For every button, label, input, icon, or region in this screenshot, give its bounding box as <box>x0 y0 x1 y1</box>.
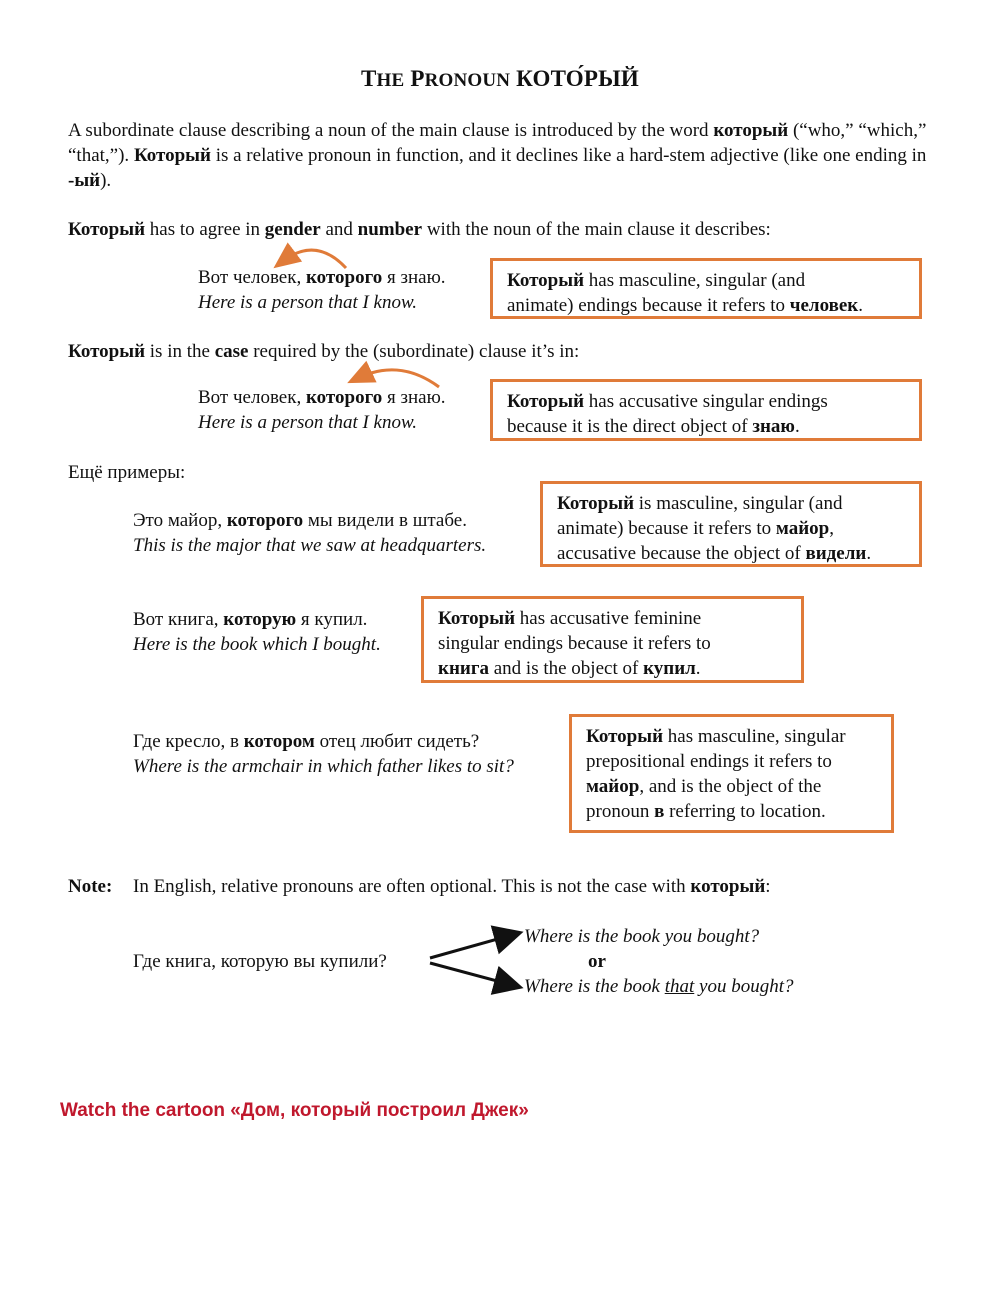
note-label: Note: <box>68 876 113 897</box>
intro-paragraph: A subordinate clause describing a noun of the main clause is introduced by the word который (“who,” “which,” “that,”). Который is a relative pronoun in function, and it declines like a hard-stem adjective (like one ending in -ый). <box>68 120 927 191</box>
page-title: THE PRONOUN КОТО́РЫЙ <box>360 66 640 91</box>
example2-russian: Вот человек, которого я знаю. <box>198 387 446 408</box>
example1-russian: Вот человек, которого я знаю. <box>198 267 446 288</box>
optional-english-1: Where is the book you bought? <box>524 926 760 947</box>
example3-russian: Это майор, которого мы видели в штабе. <box>133 510 467 531</box>
optional-arrow-up <box>430 935 512 958</box>
note-text: In English, relative pronouns are often optional. This is not the case with который: <box>133 876 771 897</box>
watch-cartoon-text: Watch the cartoon «Дом, который построил Джек» <box>60 1100 529 1121</box>
example2-english: Here is a person that I know. <box>198 412 418 433</box>
example1-english: Here is a person that I know. <box>198 292 418 313</box>
example5-english: Where is the armchair in which father likes to sit? <box>133 756 514 777</box>
example4-english: Here is the book which I bought. <box>133 634 381 655</box>
example5-russian: Где кресло, в котором отец любит сидеть? <box>133 731 480 752</box>
example5-explanation-box: Который has masculine, singular prepositional endings it refers to майор, and is the object of the pronoun в referring to location. <box>569 714 894 833</box>
optional-russian: Где книга, которую вы купили? <box>133 951 387 972</box>
optional-english-2: Where is the book that you bought? <box>524 976 794 997</box>
example3-english: This is the major that we saw at headquarters. <box>133 535 487 556</box>
optional-or: or <box>588 951 606 972</box>
example2-explanation-box: Который has accusative singular endings because it is the direct object of знаю. <box>490 379 922 441</box>
example4-explanation-box: Который has accusative feminine singular endings because it refers to книга and is the object of купил. <box>421 596 804 683</box>
more-examples-heading: Ещё примеры: <box>68 462 186 483</box>
optional-arrow-down <box>430 963 512 985</box>
agreement-rule: Который has to agree in gender and number with the noun of the main clause it describes: <box>68 219 771 240</box>
example3-explanation-box: Который is masculine, singular (and animate) because it refers to майор, accusative because the object of видели. <box>540 481 922 567</box>
example4-russian: Вот книга, которую я купил. <box>133 609 368 630</box>
case-rule: Который is in the case required by the (subordinate) clause it’s in: <box>68 341 580 362</box>
example1-explanation-box: Который has masculine, singular (and animate) endings because it refers to человек. <box>490 258 922 319</box>
